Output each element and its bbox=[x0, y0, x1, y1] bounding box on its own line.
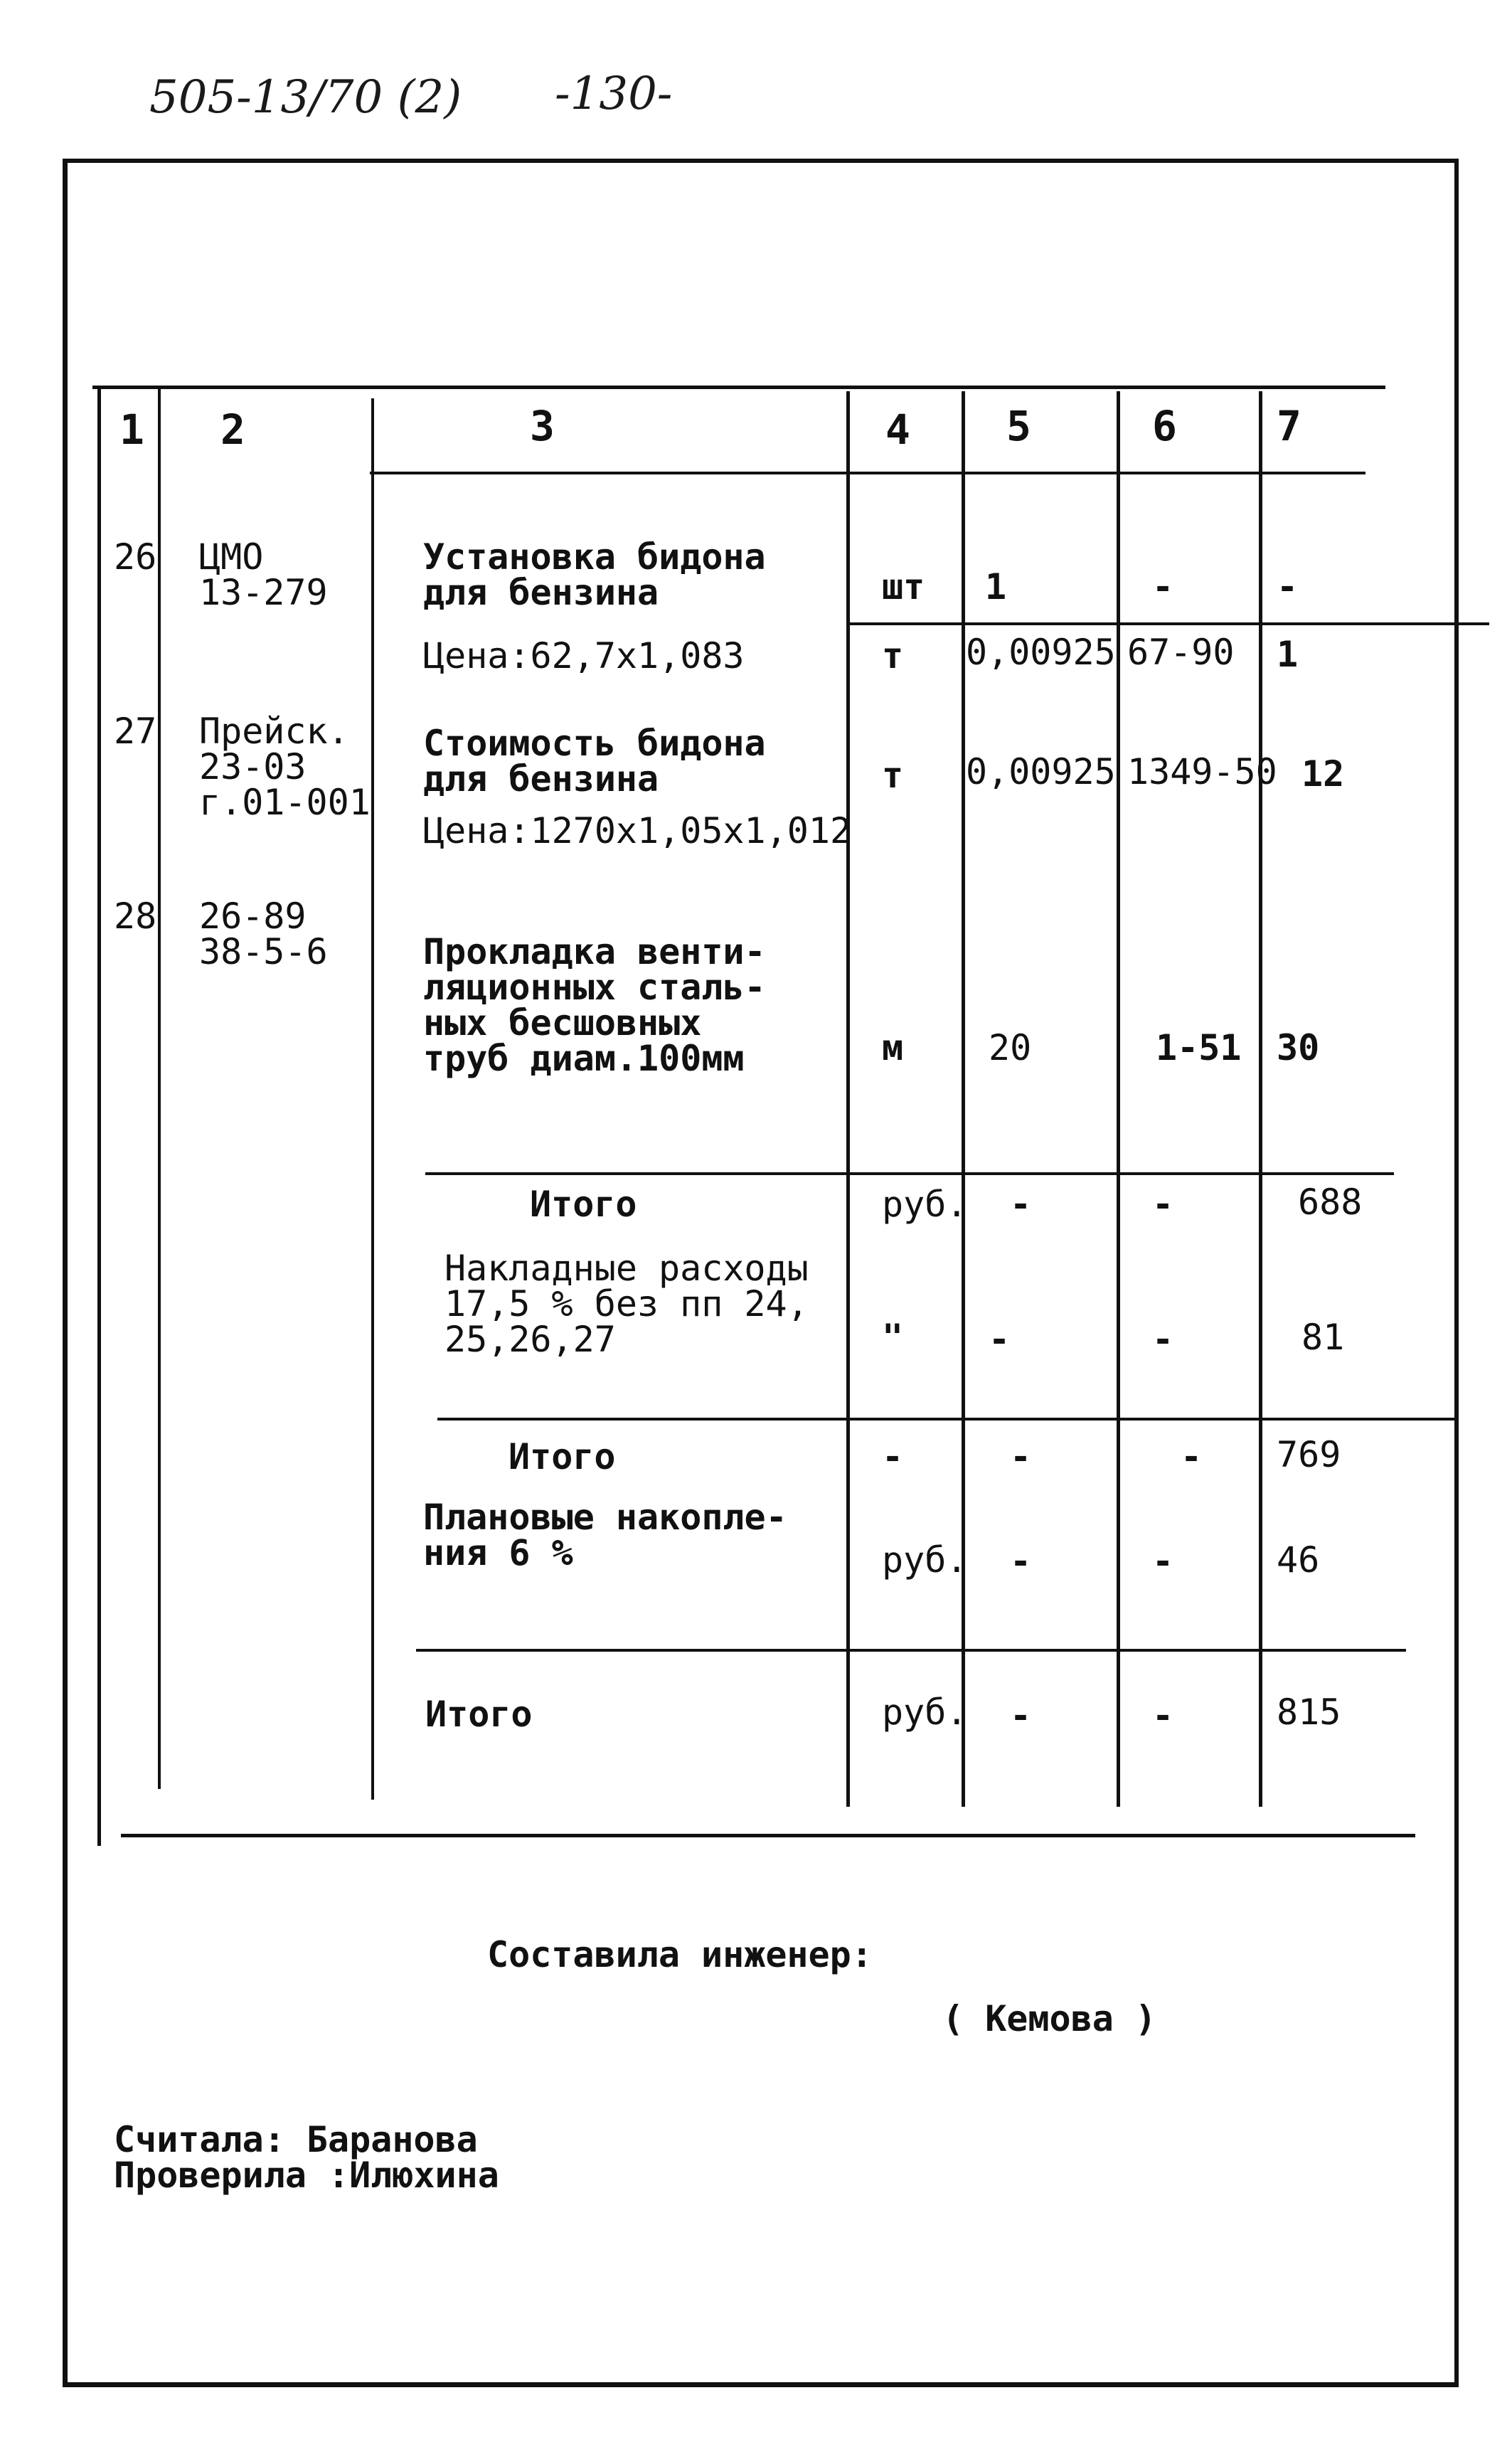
unit: м bbox=[882, 1027, 904, 1068]
page-number: -130- bbox=[555, 68, 673, 120]
norm-code: Прейск. 23-03 г.01-001 bbox=[199, 711, 371, 823]
checked-by: Проверила :Илюхина bbox=[114, 2155, 499, 2196]
row-number: 27 bbox=[114, 711, 157, 752]
quantity: - bbox=[1010, 1541, 1032, 1582]
norm-code: ЦМО 13-279 bbox=[199, 536, 328, 613]
quantity: 20 bbox=[989, 1027, 1032, 1068]
quantity: - bbox=[1010, 1436, 1032, 1477]
counted-by: Считала: Баранова bbox=[114, 2119, 478, 2160]
work-name: Прокладка венти- ляционных сталь- ных бесшовных труб диам.100мм bbox=[423, 931, 766, 1079]
column-header: 5 bbox=[1006, 402, 1031, 450]
compiled-by-label: Составила инженер: bbox=[487, 1934, 873, 1975]
total: 815 bbox=[1277, 1692, 1341, 1733]
row-number: 28 bbox=[114, 896, 157, 937]
total: 769 bbox=[1277, 1434, 1341, 1475]
price-formula: Цена:1270х1,05х1,012 bbox=[423, 810, 852, 851]
column-header: 4 bbox=[885, 405, 910, 454]
column-header: 3 bbox=[530, 402, 555, 450]
unit: " bbox=[882, 1317, 904, 1358]
quantity: - bbox=[989, 1319, 1011, 1360]
work-name: Установка бидона для бензина bbox=[423, 536, 766, 613]
unit: - bbox=[882, 1436, 904, 1477]
norm-code: 26-89 38-5-6 bbox=[199, 896, 328, 972]
work-name: Стоимость бидона для бензина bbox=[423, 723, 766, 800]
unit: т bbox=[882, 755, 904, 796]
unit-price: - bbox=[1152, 1319, 1174, 1360]
total: 688 bbox=[1298, 1182, 1363, 1223]
column-header: 6 bbox=[1152, 402, 1177, 450]
price-formula: Цена:62,7х1,083 bbox=[423, 635, 745, 676]
unit-price: - bbox=[1152, 1695, 1174, 1736]
compiled-by-name: ( Кемова ) bbox=[942, 1998, 1157, 2039]
summary-label: Итого bbox=[425, 1694, 533, 1735]
column-header: 7 bbox=[1277, 402, 1301, 450]
document-code: 505-13/70 (2) bbox=[149, 71, 462, 124]
total: 46 bbox=[1277, 1539, 1320, 1581]
summary-label: Итого bbox=[509, 1436, 616, 1477]
quantity: 0,00925 bbox=[966, 751, 1116, 792]
summary-label: Итого bbox=[530, 1184, 637, 1225]
unit-price: - bbox=[1152, 1541, 1174, 1582]
row-number: 26 bbox=[114, 536, 157, 578]
unit: шт bbox=[882, 566, 925, 607]
quantity: - bbox=[1010, 1695, 1032, 1736]
unit: руб. bbox=[882, 1692, 968, 1733]
total: 30 bbox=[1277, 1027, 1320, 1068]
unit-price: 1-51 bbox=[1156, 1027, 1242, 1068]
quantity: - bbox=[1010, 1184, 1032, 1225]
unit-price: 1349-50 bbox=[1127, 751, 1277, 792]
unit: т bbox=[882, 635, 904, 676]
summary-label: Накладные расходы 17,5 % без пп 24, 25,26,27 bbox=[444, 1248, 809, 1360]
quantity: 0,00925 bbox=[966, 632, 1116, 673]
unit: руб. bbox=[882, 1539, 968, 1581]
total: 12 bbox=[1301, 753, 1345, 795]
unit-price: 67-90 bbox=[1127, 632, 1235, 673]
column-header: 1 bbox=[119, 405, 144, 454]
column-header: 2 bbox=[220, 405, 245, 454]
total: 1 bbox=[1277, 634, 1299, 675]
total: 81 bbox=[1301, 1317, 1345, 1358]
unit: руб. bbox=[882, 1184, 968, 1225]
unit-price: - bbox=[1181, 1436, 1203, 1477]
unit-price: - bbox=[1152, 566, 1174, 607]
total: - bbox=[1277, 566, 1299, 607]
quantity: 1 bbox=[985, 566, 1007, 607]
unit-price: - bbox=[1152, 1184, 1174, 1225]
summary-label: Плановые накопле- ния 6 % bbox=[423, 1497, 787, 1573]
